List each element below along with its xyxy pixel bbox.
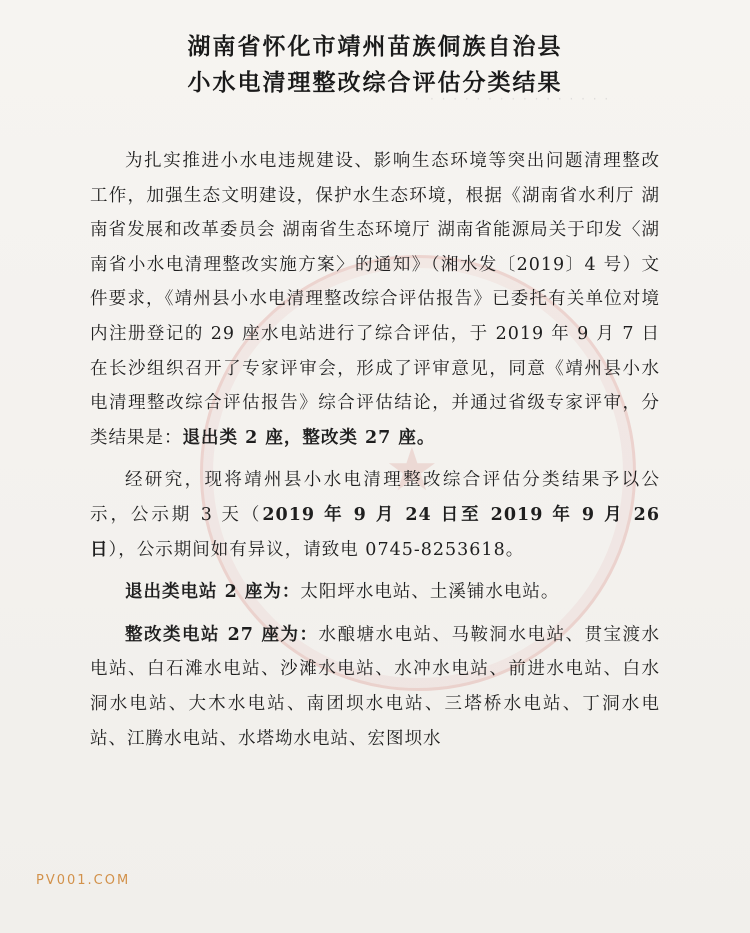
paragraph-publicity (90, 463, 660, 567)
document-title-line1: 湖南省怀化市靖州苗族侗族自治县 (187, 34, 563, 60)
seal-star-icon: ★ (385, 435, 439, 505)
exit-stations-label: 退出类电站 2 座为： (125, 582, 301, 603)
document-title-line2: 小水电清理整改综合评估分类结果 (187, 70, 563, 96)
source-watermark: PV001.COM (36, 873, 131, 888)
rectify-stations-list: 水酿塘水电站、马鞍洞水电站、贯宝渡水电站、白石滩水电站、沙滩水电站、水冲水电站、前进水电站、白水洞水电站、大木水电站、南团坝水电站、三塔桥水电站、丁洞水电站、江腾水电站、水塔坳水电站、宏图坝水 (90, 624, 661, 749)
document-body (90, 144, 660, 756)
publicity-text-a: 经研究，现将靖州县小水电清理整改综合评估分类结果予以公示，公示期 3 天（ (90, 470, 660, 525)
show-through-text: · · · · · · · · · · · · · · · · (430, 92, 611, 106)
exit-stations-list: 太阳坪水电站、土溪铺水电站。 (300, 582, 560, 603)
rectify-stations-label: 整改类电站 27 座为： (125, 624, 319, 645)
paragraph-rectify-stations (90, 618, 660, 756)
paragraph-exit-stations (90, 575, 660, 610)
paragraph-background-text: 为扎实推进小水电违规建设、影响生态环境等突出问题清理整改工作，加强生态文明建设，保护水生态环境，根据《湖南省水利厅 湖南省发展和改革委员会 湖南省生态环境厅 湖南省能源局关于印发〈湖南省小水电清理整改实施方案〉的通知》（湘水发〔2019〕4 号）文件要求，《靖州县小水电清理整改综合评估报告》已委托有关单位对境内注册登记的 29 座水电站进行了综合评估，于 2019 年 9 月 7 日在长沙组织召开了专家评审会，形成了评审意见，同意《靖州县小水电清理整改综合评估报告》综合评估结论，并通过省级专家评审，分类结果是： (90, 151, 660, 448)
publicity-text-b: ），公示期间如有异议，请致电 0745-8253618。 (108, 539, 525, 560)
classification-result: 退出类 2 座，整改类 27 座。 (182, 427, 436, 448)
paragraph-background (90, 144, 660, 455)
publicity-period: 2019 年 9 月 24 日至 2019 年 9 月 26 日 (90, 504, 660, 560)
